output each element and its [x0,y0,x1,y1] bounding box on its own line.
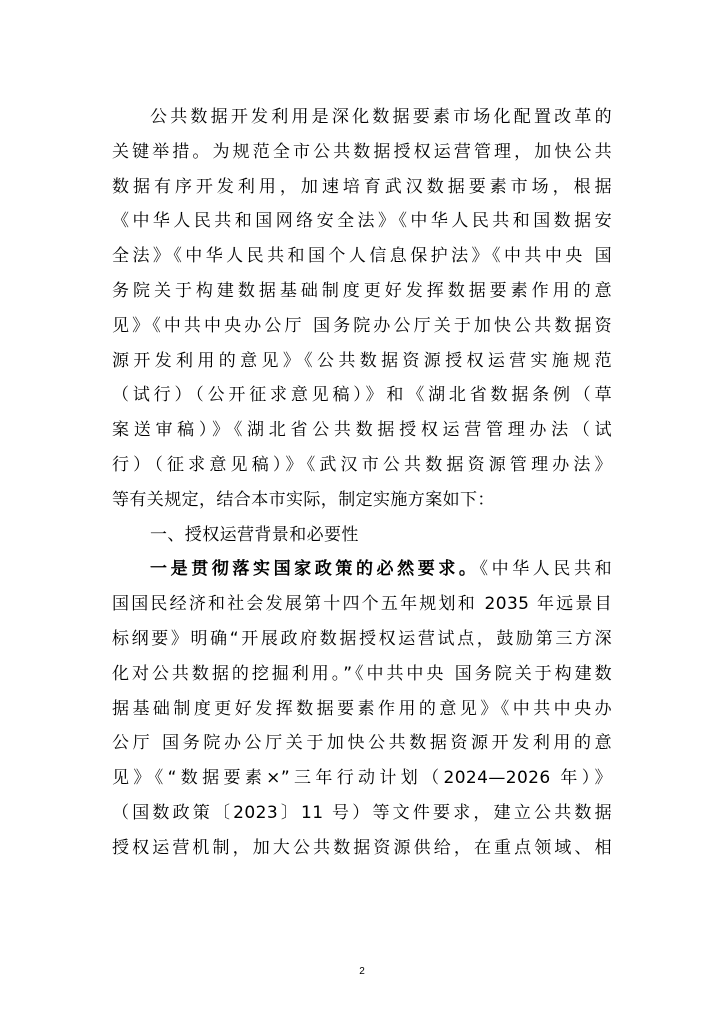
paragraph-1-line: 《中华人民共和国网络安全法》《中华人民共和国数据安 [112,211,612,232]
paragraph-1-line: 务院关于构建数据基础制度更好发挥数据要素作用的意 [112,280,612,301]
paragraph-1-line: 见》《中共中央办公厅 国务院办公厅关于加快公共数据资 [112,315,612,336]
paragraph-2-line: 见》《“数据要素×”三年行动计划（2024—2026 年）》 [112,768,612,789]
paragraph-1-line: 公共数据开发利用是深化数据要素市场化配置改革的 [150,107,612,127]
paragraph-2-line: 据基础制度更好发挥数据要素作用的意见》《中共中央办 [112,698,612,719]
paragraph-1-line: 案送审稿）》《湖北省公共数据授权运营管理办法（试 [112,420,612,441]
paragraph-2-line: 国国民经济和社会发展第十四个五年规划和 2035 年远景目 [112,594,612,615]
section-heading: 一、授权运营背景和必要性 [150,524,359,545]
paragraph-2-line: 授权运营机制，加大公共数据资源供给，在重点领域、相 [112,837,612,858]
paragraph-1-line: 全法》《中华人民共和国个人信息保护法》《中共中央 国 [112,246,612,267]
paragraph-2-first-line [112,552,612,587]
paragraph-2-bold-lead: 一是贯彻落实国家政策的必然要求。 [150,559,480,580]
paragraph-1-line: 行）（征求意见稿）》《武汉市公共数据资源管理办法》 [112,454,612,475]
page-number: 2 [359,966,365,977]
paragraph-2-line: （国数政策〔2023〕11 号）等文件要求，建立公共数据 [112,802,612,823]
paragraph-1-line: 关键举措。为规范全市公共数据授权运营管理，加快公共 [112,141,612,162]
paragraph-2-line: 化对公共数据的挖掘利用。”《中共中央 国务院关于构建数 [112,663,612,684]
paragraph-1-line: 等有关规定，结合本市实际，制定实施方案如下： [112,489,495,510]
document-body [112,100,612,866]
paragraph-1-line: 数据有序开发利用，加速培育武汉数据要素市场，根据 [112,176,612,197]
paragraph-2-line: 公厅 国务院办公厅关于加快公共数据资源开发利用的意 [112,733,612,754]
paragraph-1-line: 源开发利用的意见》《公共数据资源授权运营实施规范 [112,350,612,371]
paragraph-1-line: （试行）（公开征求意见稿）》和《湖北省数据条例（草 [112,385,612,406]
paragraph-2-first-line-rest: 《中华人民共和 [479,559,612,580]
paragraph-2-line: 标纲要》明确“开展政府数据授权运营试点，鼓励第三方深 [112,628,612,649]
